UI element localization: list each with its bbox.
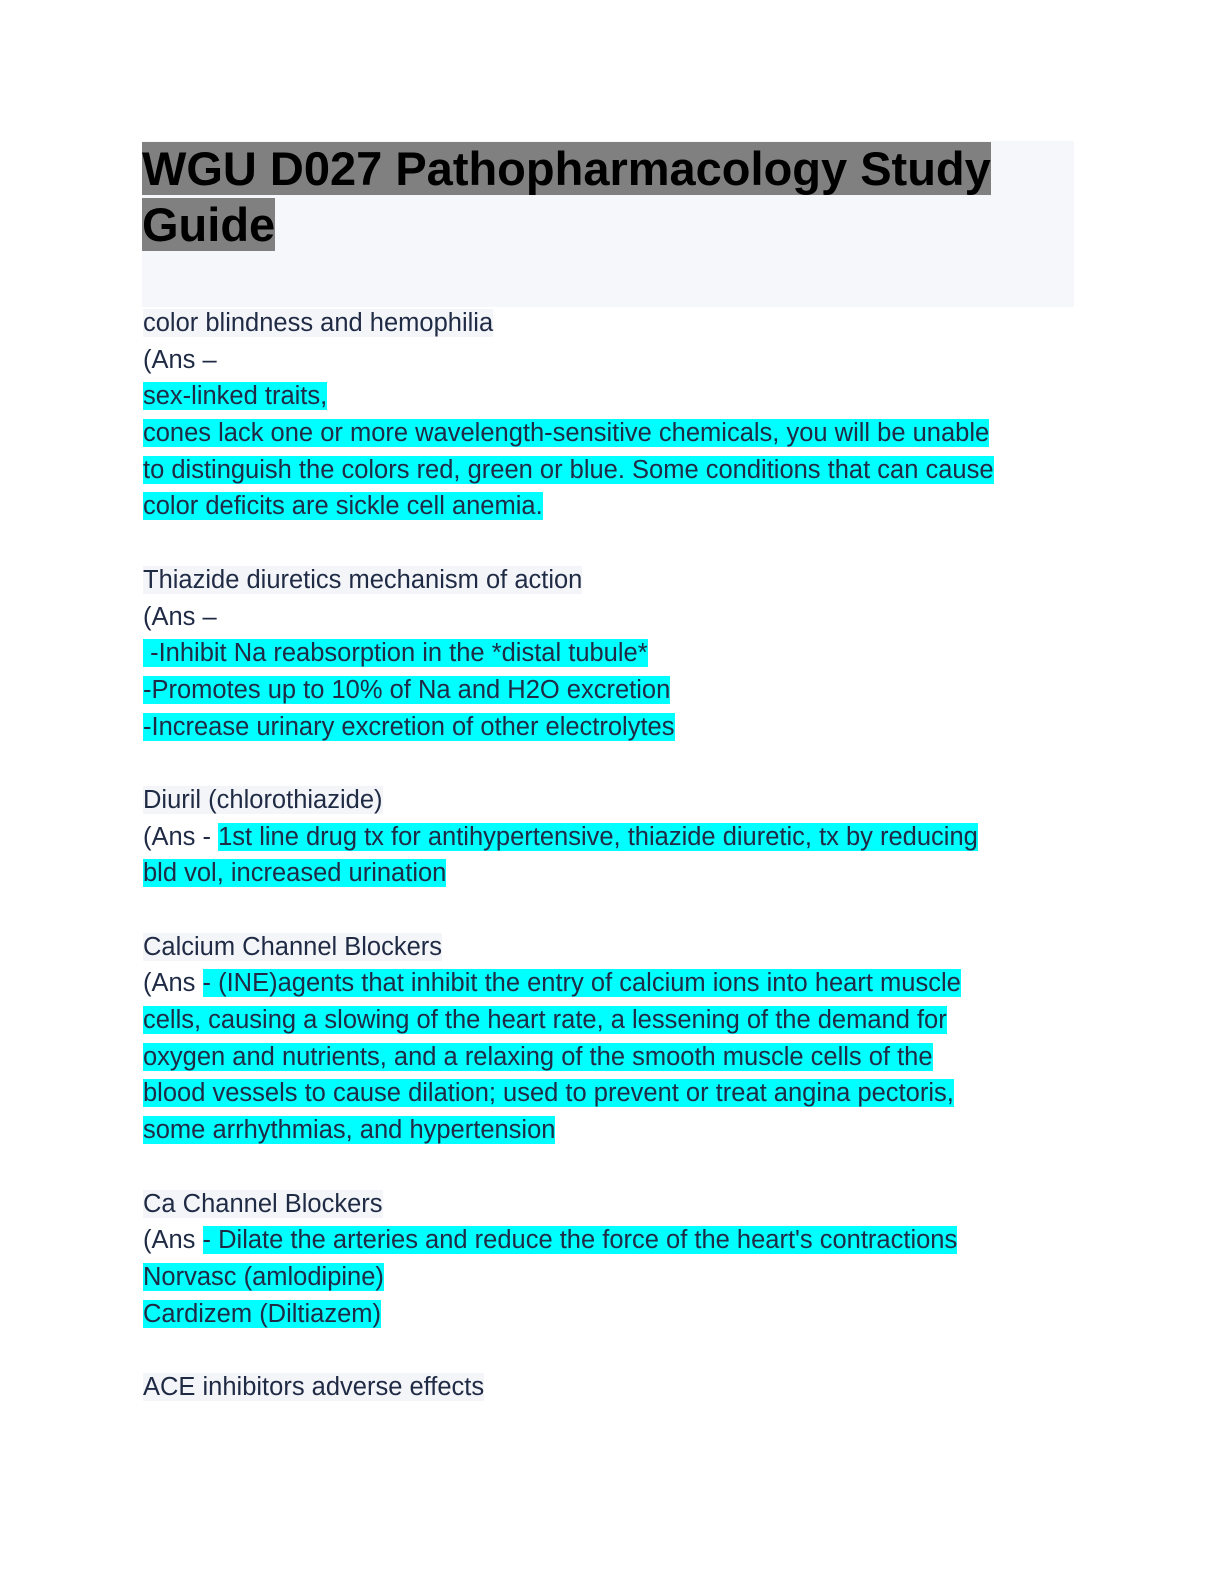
- qa-entry: [143, 562, 1083, 745]
- question-line: [143, 1369, 1083, 1406]
- question-line: [143, 929, 1083, 966]
- qa-entry: [143, 782, 1083, 892]
- document-title-text: WGU D027 Pathopharmacology Study Guide: [142, 142, 991, 251]
- answer-line: [143, 1112, 1083, 1149]
- entry-spacer: [143, 1149, 1083, 1186]
- answer-line: [143, 1002, 1083, 1039]
- question-line: [143, 1186, 1083, 1223]
- answer-line: [143, 635, 1083, 672]
- answer-text: bld vol, increased urination: [143, 859, 447, 888]
- question-text: Ca Channel Blockers: [143, 1189, 383, 1218]
- answer-line: [143, 672, 1083, 709]
- answer-prefix-line: [143, 342, 1083, 379]
- document-title: [142, 141, 1042, 253]
- answer-text: blood vessels to cause dilation; used to prevent or treat angina pectoris,: [143, 1079, 954, 1108]
- answer-text: - (INE)agents that inhibit the entry of calcium ions into heart muscle: [202, 969, 961, 998]
- answer-line: [143, 1296, 1083, 1333]
- answer-text: - Dilate the arteries and reduce the force of the heart's contractions: [202, 1226, 958, 1255]
- question-line: [143, 562, 1083, 599]
- answer-prefix: (Ans: [143, 969, 203, 998]
- answer-text: -Inhibit Na reabsorption in the *distal tubule*: [143, 639, 648, 668]
- answer-prefix: (Ans -: [143, 822, 219, 851]
- answer-text: cells, causing a slowing of the heart rate, a lessening of the demand for: [143, 1006, 947, 1035]
- question-text: Thiazide diuretics mechanism of action: [143, 565, 583, 594]
- qa-entry: [143, 1369, 1083, 1406]
- entry-spacer: [143, 892, 1083, 929]
- question-line: [143, 305, 1083, 342]
- qa-entry: [143, 929, 1083, 1149]
- answer-prefix-line: [143, 819, 1083, 856]
- answer-text: to distinguish the colors red, green or blue. Some conditions that can cause: [143, 455, 994, 484]
- answer-prefix: (Ans –: [143, 345, 217, 374]
- answer-prefix-line: [143, 1222, 1083, 1259]
- answer-text: oxygen and nutrients, and a relaxing of the smooth muscle cells of the: [143, 1042, 933, 1071]
- entry-spacer: [143, 525, 1083, 562]
- entry-spacer: [143, 745, 1083, 782]
- answer-text: color deficits are sickle cell anemia.: [143, 492, 543, 521]
- entry-spacer: [143, 1332, 1083, 1369]
- qa-entry: [143, 305, 1083, 525]
- answer-line: [143, 1039, 1083, 1076]
- answer-prefix-line: [143, 599, 1083, 636]
- question-line: [143, 782, 1083, 819]
- answer-line: [143, 488, 1083, 525]
- answer-line: [143, 452, 1083, 489]
- answer-prefix: (Ans –: [143, 602, 217, 631]
- answer-text: Cardizem (Diltiazem): [143, 1299, 382, 1328]
- question-text: ACE inhibitors adverse effects: [143, 1372, 485, 1401]
- answer-line: [143, 855, 1083, 892]
- answer-prefix: (Ans: [143, 1226, 203, 1255]
- study-guide-content: [143, 305, 1083, 1406]
- answer-line: [143, 1259, 1083, 1296]
- question-text: color blindness and hemophilia: [143, 309, 494, 337]
- answer-line: [143, 415, 1083, 452]
- answer-text: 1st line drug tx for antihypertensive, thiazide diuretic, tx by reducing: [218, 822, 978, 851]
- answer-text: sex-linked traits,: [143, 382, 328, 411]
- qa-entry: [143, 1186, 1083, 1333]
- title-block: [142, 141, 1074, 307]
- answer-line: [143, 1075, 1083, 1112]
- answer-prefix-line: [143, 965, 1083, 1002]
- answer-text: some arrhythmias, and hypertension: [143, 1116, 556, 1145]
- question-text: Calcium Channel Blockers: [143, 932, 443, 961]
- answer-text: cones lack one or more wavelength-sensitive chemicals, you will be unable: [143, 419, 990, 448]
- answer-text: -Increase urinary excretion of other electrolytes: [143, 712, 675, 741]
- answer-text: -Promotes up to 10% of Na and H2O excretion: [143, 675, 671, 704]
- answer-line: [143, 709, 1083, 746]
- question-text: Diuril (chlorothiazide): [143, 785, 383, 814]
- answer-line: [143, 378, 1083, 415]
- answer-text: Norvasc (amlodipine): [143, 1262, 384, 1291]
